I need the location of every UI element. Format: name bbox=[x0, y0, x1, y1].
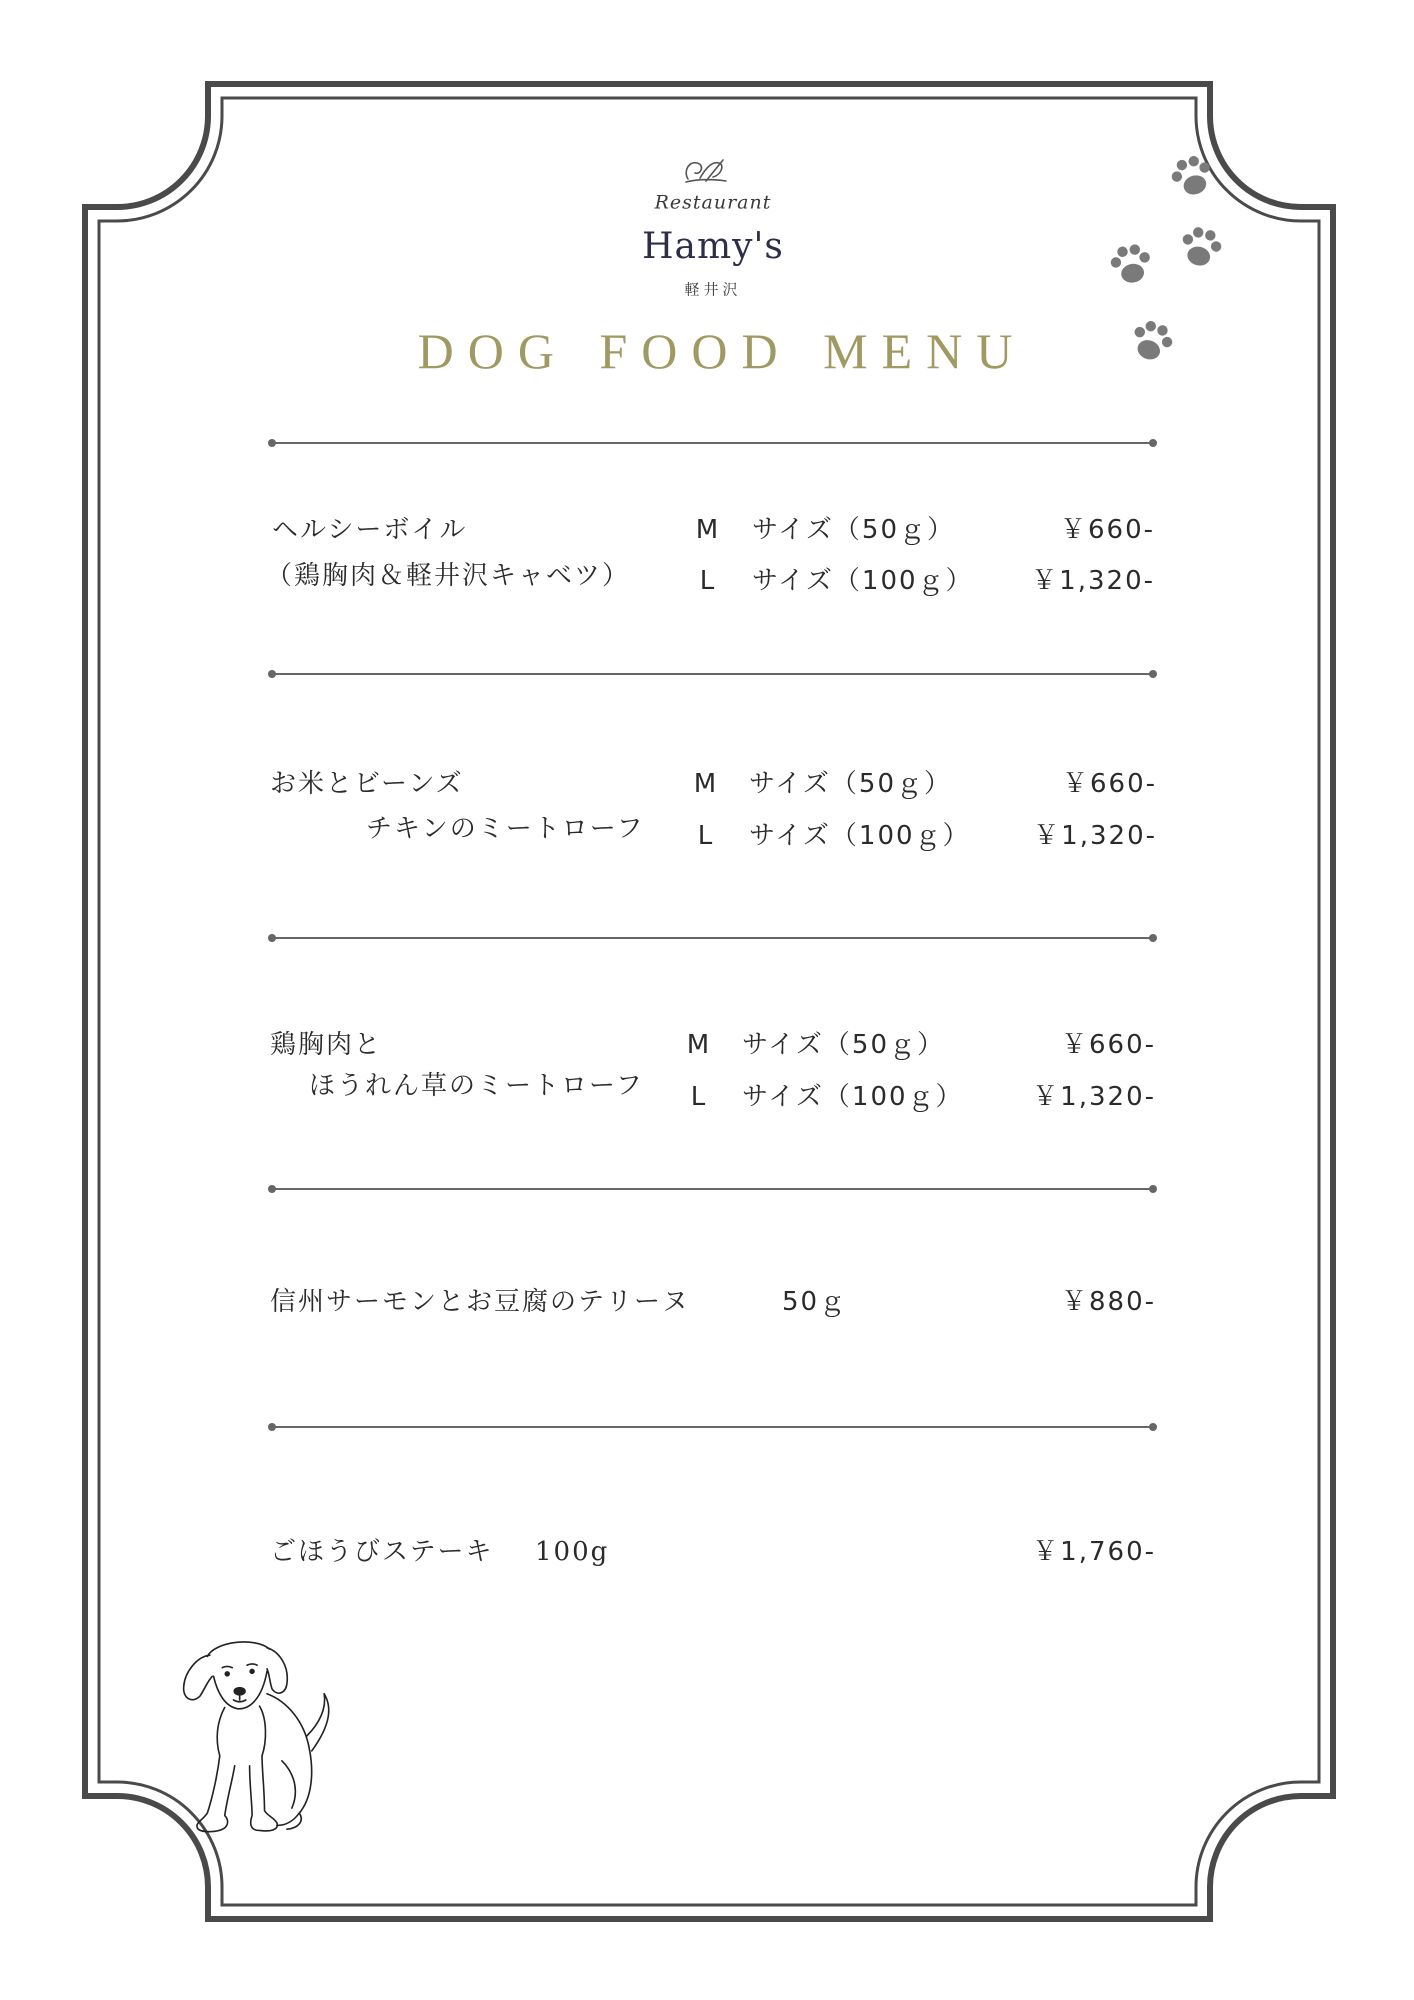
page-title: DOG FOOD MENU bbox=[417, 323, 1027, 379]
price: ￥1,320- bbox=[1032, 1082, 1156, 1112]
item-name: 鶏胸肉と bbox=[270, 1030, 383, 1060]
divider bbox=[268, 1185, 1157, 1193]
brand-name: Hamy's bbox=[642, 226, 784, 267]
item-name: 信州サーモンとお豆腐のテリーヌ bbox=[270, 1287, 691, 1317]
size-code: M bbox=[686, 1030, 710, 1060]
size-code: M bbox=[693, 769, 717, 799]
monogram-icon bbox=[682, 157, 728, 185]
size-code: L bbox=[699, 566, 715, 596]
price: ￥880- bbox=[1060, 1287, 1156, 1317]
price: ￥1,320- bbox=[1033, 821, 1157, 851]
size-label: サイズ（100ｇ） bbox=[749, 821, 971, 851]
price: ￥660- bbox=[1059, 515, 1155, 545]
paw-print-icon bbox=[1101, 234, 1161, 294]
portion-label: 50ｇ bbox=[782, 1287, 848, 1317]
item-name: お米とビーンズ bbox=[270, 769, 464, 799]
size-label: サイズ（50ｇ） bbox=[749, 769, 953, 799]
divider bbox=[268, 670, 1157, 678]
price: ￥1,760- bbox=[1032, 1537, 1156, 1567]
size-label: サイズ（50ｇ） bbox=[742, 1030, 946, 1060]
divider bbox=[268, 934, 1157, 942]
size-code: L bbox=[690, 1082, 706, 1112]
size-code: M bbox=[695, 515, 719, 545]
item-name-detail: チキンのミートローフ bbox=[366, 814, 645, 844]
size-code: L bbox=[697, 821, 713, 851]
puppy-illustration bbox=[180, 1636, 354, 1836]
price: ￥660- bbox=[1061, 769, 1157, 799]
size-label: サイズ（100ｇ） bbox=[752, 566, 974, 596]
price: ￥660- bbox=[1060, 1030, 1156, 1060]
item-name-detail: （鶏胸肉＆軽井沢キャベツ） bbox=[266, 561, 631, 591]
divider bbox=[268, 439, 1157, 447]
divider bbox=[268, 1423, 1157, 1431]
size-label: サイズ（100ｇ） bbox=[742, 1082, 964, 1112]
item-name: ヘルシーボイル bbox=[272, 515, 468, 545]
brand-script-label: Restaurant bbox=[654, 191, 772, 214]
size-label: サイズ（50ｇ） bbox=[752, 515, 956, 545]
price: ￥1,320- bbox=[1031, 566, 1155, 596]
brand-location: 軽井沢 bbox=[684, 280, 742, 299]
item-name-detail: ほうれん草のミートローフ bbox=[309, 1071, 644, 1101]
item-name: ごほうびステーキ bbox=[270, 1537, 494, 1567]
portion-label: 100g bbox=[535, 1537, 610, 1567]
